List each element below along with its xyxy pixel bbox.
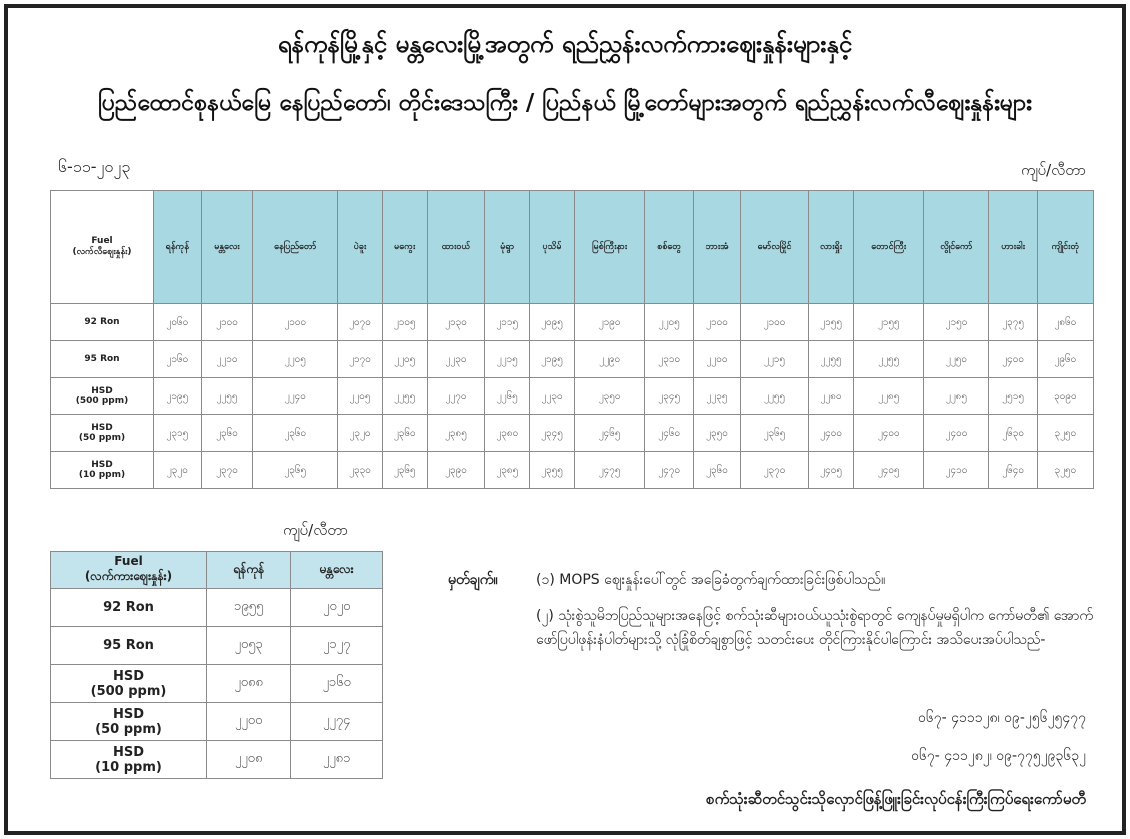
city-header: စစ်တွေ: [645, 191, 694, 304]
price-cell: ၂၁၀၀: [693, 304, 740, 341]
price-cell: ၂၃၄၅: [530, 415, 575, 452]
price-cell: ၂၄၀၅: [809, 452, 854, 489]
city-header: မန္တလေး: [201, 191, 253, 304]
price-cell: ၂၄၀၀: [989, 341, 1037, 378]
date: ၆-၁၁-၂၀၂၃: [58, 157, 131, 176]
city-header: မန္တလေး: [291, 552, 383, 589]
price-cell: ၂၄၇၅: [574, 452, 645, 489]
price-cell: ၂၄၁၀: [924, 452, 989, 489]
table-row: [51, 415, 1094, 452]
price-cell: ၂၂၅၅: [740, 378, 808, 415]
fuel-type-text: 95 Ron: [103, 638, 154, 653]
fuel-type-text: HSD: [91, 423, 113, 433]
price-cell: ၂၂၀၀: [693, 341, 740, 378]
price-cell: ၂၄၆၀: [645, 415, 694, 452]
city-header: လားရှိုး: [809, 191, 854, 304]
price-cell: ၂၀၇၀: [338, 304, 383, 341]
table-row: [51, 341, 1094, 378]
fuel-type-label: [51, 589, 207, 627]
price-cell: ၂၁၅၀: [924, 304, 989, 341]
price-cell: ၂၂၁၅: [485, 341, 530, 378]
price-cell: ၂၁၉၅: [154, 378, 202, 415]
price-cell: ၂၂၅၅: [201, 378, 253, 415]
fuel-type-text: HSD: [112, 744, 145, 760]
table-row: [51, 378, 1094, 415]
price-cell: ၂၁၃၀: [427, 304, 485, 341]
committee-name: စက်သုံးဆီတင်သွင်းသိုလှောင်ဖြန့်ဖြူးခြင်းလုပ်ငန်းကြီးကြပ်ရေးကော်မတီ: [706, 790, 1086, 808]
price-cell: ၂၂၁၀: [201, 341, 253, 378]
fuel-type-label: [51, 741, 207, 779]
city-header: တောင်ကြီး: [854, 191, 924, 304]
city-header: ရန်ကုန်: [154, 191, 202, 304]
city-header: မုံရွာ: [485, 191, 530, 304]
price-cell: ၂၂၅၅: [809, 341, 854, 378]
title-line-2: ပြည်ထောင်စုနယ်မြေ နေပြည်တော်၊ တိုင်းဒေသကြီး / ပြည်နယ် မြို့တော်များအတွက် ရည်ညွှန်းလက်လီဈေးနှုန်းများ: [97, 90, 1032, 116]
city-header: ဟားခါး: [989, 191, 1037, 304]
price-cell: ၂၃၆၅: [740, 415, 808, 452]
price-cell: ၂၃၁၀: [645, 341, 694, 378]
price-cell: ၂၆၄၀: [989, 452, 1037, 489]
price-cell: ၂၂၀၈: [207, 741, 291, 779]
price-cell: ၂၁၉၅: [530, 341, 575, 378]
city-header: ဘားအံ: [693, 191, 740, 304]
fuel-type-text: HSD: [91, 386, 113, 396]
price-cell: ၂၄၀၀: [809, 415, 854, 452]
price-cell: ၂၃၆၅: [253, 452, 338, 489]
notes-heading: မှတ်ချက်။: [448, 572, 498, 588]
price-cell: ၂၅၁၅: [989, 378, 1037, 415]
table-row: [51, 703, 383, 741]
fuel-type-text: HSD: [112, 668, 145, 684]
city-header: ပဲခူး: [338, 191, 383, 304]
price-cell: ၂၂၃၅: [693, 378, 740, 415]
fuel-type-text: 92 Ron: [103, 600, 154, 615]
fuel-type-text: 92 Ron: [84, 317, 120, 327]
fuel-type-text: (500 ppm): [90, 683, 167, 699]
city-header: ရန်ကုန်: [207, 552, 291, 589]
price-cell: ၂၁၆၀: [291, 665, 383, 703]
price-cell: ၂၄၇၀: [645, 452, 694, 489]
price-cell: ၂၂၈၀: [809, 378, 854, 415]
price-cell: ၂၃၂၀: [338, 415, 383, 452]
price-cell: ၂၁၀၅: [382, 304, 427, 341]
city-header: နေပြည်တော်: [253, 191, 338, 304]
price-cell: ၂၃၆၀: [201, 415, 253, 452]
price-cell: ၂၂၀၅: [645, 304, 694, 341]
title-line-1: ရန်ကုန်မြို့နှင့် မန္တလေးမြို့အတွက် ရည်ညွှန်းလက်ကားဈေးနှုန်းများနှင့်: [277, 30, 853, 58]
price-cell: ၂၀၆၀: [154, 304, 202, 341]
price-cell: ၂၀၅၃: [207, 627, 291, 665]
price-cell: ၂၁၀၀: [253, 304, 338, 341]
price-cell: ၂၂၅၀: [924, 341, 989, 378]
price-cell: ၂၁၇၀: [338, 341, 383, 378]
price-cell: ၂၃၃၀: [338, 452, 383, 489]
price-cell: ၂၁၁၅: [485, 304, 530, 341]
note-1: (၁) MOPS ဈေးနှုန်းပေါ်တွင် အခြေခံတွက်ချက်ထားခြင်းဖြစ်ပါသည်။: [536, 572, 886, 588]
fuel-type-text: (10 ppm): [78, 470, 126, 480]
fuel-type-text: HSD: [112, 706, 145, 722]
price-cell: ၂၃၅၀: [574, 378, 645, 415]
retail-fuel-header: [51, 191, 154, 304]
table-row: [51, 589, 383, 627]
price-cell: ၂၂၈၁: [291, 741, 383, 779]
city-header: ကျိုင်းတုံ: [1037, 191, 1093, 304]
price-cell: ၂၃၅၀: [693, 415, 740, 452]
price-cell: ၃၂၅၀: [1037, 452, 1093, 489]
price-cell: ၂၂၇၀: [427, 378, 485, 415]
price-cell: ၂၂၇၄: [291, 703, 383, 741]
price-cell: ၂၂၃၀: [427, 341, 485, 378]
phone-line-2: ၀၆၇- ၄၁၁၂၈၂၊ ၀၉-၇၇၅၂၉၃၆၃၂: [911, 748, 1086, 764]
fuel-type-label: [51, 452, 154, 489]
price-cell: ၂၃၈၅: [485, 452, 530, 489]
price-cell: ၂၂၀၅: [382, 341, 427, 378]
price-cell: ၂၂၈၅: [924, 378, 989, 415]
price-cell: ၂၃၉၀: [427, 452, 485, 489]
fuel-header-subtitle: (လက်ကားဈေးနှုန်း): [84, 569, 173, 583]
price-cell: ၂၂၀၅: [253, 341, 338, 378]
price-cell: ၁၉၅၅: [207, 589, 291, 627]
city-header: ထားဝယ်: [427, 191, 485, 304]
fuel-type-text: HSD: [91, 460, 113, 470]
price-cell: ၂၃၇၅: [989, 304, 1037, 341]
note-2: (၂) သုံးစွဲသူမိဘပြည်သူများအနေဖြင့် စက်သုံးဆီများဝယ်ယူသုံးစွဲရာတွင် ကျေနပ်မှုမရှိပါက ကော်မတီ၏ အောက်ဖော်ပြပါဖုန်းနံပါတ်များသို့ လုံခြုံစိတ်ချစွာဖြင့် သတင်းပေး တိုင်ကြားနိုင်ပါကြောင်း အသိပေးအပ်ပါသည်-: [536, 608, 1094, 648]
fuel-type-text: (50 ppm): [78, 433, 126, 443]
price-cell: ၂၁၆၀: [154, 341, 202, 378]
price-cell: ၂၄၀၀: [924, 415, 989, 452]
price-cell: ၂၂၉၀: [574, 341, 645, 378]
fuel-type-label: [51, 304, 154, 341]
price-cell: ၂၃၂၀: [154, 452, 202, 489]
price-cell: ၃၀၉၀: [1037, 378, 1093, 415]
price-cell: ၂၂၆၅: [485, 378, 530, 415]
price-cell: ၂၂၈၅: [854, 378, 924, 415]
price-cell: ၂၄၆၅: [574, 415, 645, 452]
city-header: မြစ်ကြီးနား: [574, 191, 645, 304]
fuel-type-text: 95 Ron: [84, 354, 120, 364]
price-cell: ၂၃၅၅: [530, 452, 575, 489]
price-cell: ၂၄၀၅: [854, 452, 924, 489]
price-cell: ၂၁၀၀: [201, 304, 253, 341]
price-cell: ၂၀၉၅: [530, 304, 575, 341]
price-cell: ၂၈၆၀: [1037, 304, 1093, 341]
fuel-type-text: (500 ppm): [75, 396, 129, 406]
price-cell: ၂၁၅၅: [854, 304, 924, 341]
price-cell: ၂၃၆၀: [382, 415, 427, 452]
price-cell: ၂၄၀၀: [854, 415, 924, 452]
retail-unit-label: ကျပ်/လီတာ: [1020, 161, 1086, 179]
wholesale-price-table: [50, 551, 383, 779]
fuel-type-label: [51, 415, 154, 452]
price-cell: ၂၃၁၅: [154, 415, 202, 452]
fuel-header-title: Fuel: [91, 235, 113, 246]
price-cell: ၂၃၆၅: [382, 452, 427, 489]
fuel-type-label: [51, 341, 154, 378]
price-cell: ၂၃၆၀: [253, 415, 338, 452]
fuel-header-subtitle: (လက်လီဈေးနှုန်း): [72, 246, 132, 257]
fuel-type-label: [51, 378, 154, 415]
fuel-header-title: Fuel: [114, 554, 143, 568]
price-cell: ၂၂၅၅: [382, 378, 427, 415]
price-cell: ၂၂၀၀: [207, 703, 291, 741]
price-cell: ၃၂၅၀: [1037, 415, 1093, 452]
price-cell: ၂၂၄၀: [253, 378, 338, 415]
price-cell: ၂၃၈၀: [485, 415, 530, 452]
price-cell: ၂၂၅၅: [854, 341, 924, 378]
city-header: လွိုင်ကော်: [924, 191, 989, 304]
notice-frame: [4, 4, 1126, 835]
price-cell: ၂၆၃၀: [989, 415, 1037, 452]
price-cell: ၂၉၆၀: [1037, 341, 1093, 378]
price-cell: ၂၃၄၅: [645, 378, 694, 415]
price-cell: ၂၁၀၀: [740, 304, 808, 341]
city-header: မကွေး: [382, 191, 427, 304]
city-header: မော်လမြိုင်: [740, 191, 808, 304]
fuel-type-label: [51, 627, 207, 665]
price-cell: ၂၃၈၅: [427, 415, 485, 452]
price-cell: ၂၁၉၀: [574, 304, 645, 341]
table-row: [51, 627, 383, 665]
fuel-type-text: (10 ppm): [95, 759, 162, 775]
table-row: [51, 304, 1094, 341]
price-cell: ၂၀၂၀: [291, 589, 383, 627]
price-cell: ၂၁၅၅: [809, 304, 854, 341]
fuel-type-label: [51, 665, 207, 703]
price-cell: ၂၃၇၀: [201, 452, 253, 489]
price-cell: ၂၂၁၅: [740, 341, 808, 378]
table-row: [51, 452, 1094, 489]
fuel-type-label: [51, 703, 207, 741]
wholesale-fuel-header: [51, 552, 207, 589]
price-cell: ၂၂၀၅: [338, 378, 383, 415]
price-cell: ၂၃၇၀: [740, 452, 808, 489]
retail-price-table: [50, 190, 1094, 489]
fuel-type-text: (50 ppm): [95, 721, 162, 737]
price-cell: ၂၃၆၀: [693, 452, 740, 489]
price-cell: ၂၂၃၀: [530, 378, 575, 415]
city-header: ပုသိမ်: [530, 191, 575, 304]
wholesale-unit-label: ကျပ်/လီတာ: [283, 521, 349, 539]
price-cell: ၂၀၈၈: [207, 665, 291, 703]
price-cell: ၂၁၂၇: [291, 627, 383, 665]
table-row: [51, 665, 383, 703]
table-row: [51, 741, 383, 779]
phone-line-1: ၀၆၇- ၄၁၁၁၂၈၊ ၀၉-၂၅၆၂၅၄၇၇: [918, 710, 1086, 726]
